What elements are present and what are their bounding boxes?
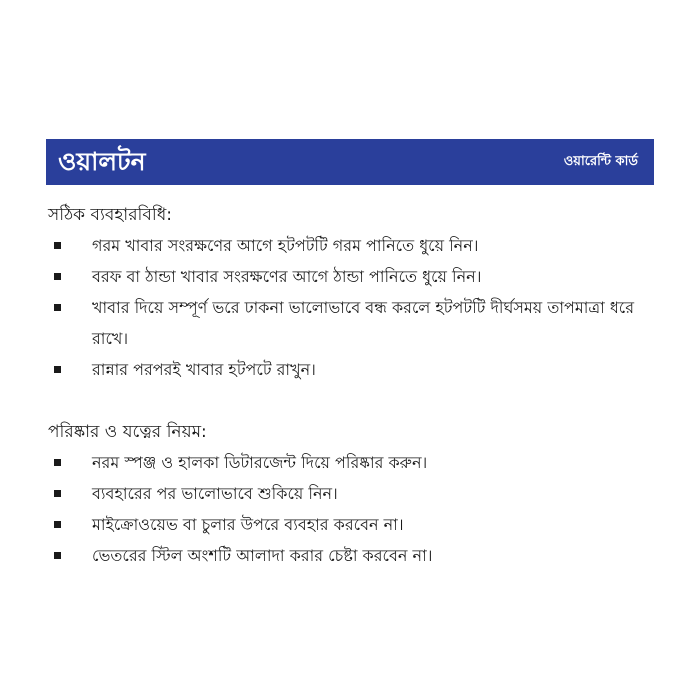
list-item-text: নরম স্পঞ্জ ও হালকা ডিটারজেন্ট দিয়ে পরিষ্কার করুন। [92, 453, 428, 472]
list-item-text: বরফ বা ঠান্ডা খাবার সংরক্ষণের আগে ঠান্ডা পানিতে ধুয়ে নিন। [92, 267, 482, 286]
usage-list [48, 230, 658, 385]
list-item [48, 509, 658, 540]
square-bullet-icon [54, 521, 61, 528]
list-item [48, 478, 658, 509]
list-item-text: মাইক্রোওয়েভ বা চুলার উপরে ব্যবহার করবেন না। [92, 515, 404, 534]
list-item-text: খাবার দিয়ে সম্পূর্ণ ভরে ঢাকনা ভালোভাবে বন্ধ করলে হটপটটি দীর্ঘসময় তাপমাত্রা ধরে রাখে। [92, 298, 635, 348]
square-bullet-icon [54, 366, 61, 373]
list-item-text: ভেতরের স্টিল অংশটি আলাদা করার চেষ্টা করবেন না। [92, 546, 433, 565]
square-bullet-icon [54, 304, 61, 311]
care-list [48, 447, 658, 571]
list-item [48, 354, 658, 385]
header-banner [46, 139, 654, 185]
square-bullet-icon [54, 459, 61, 466]
list-item [48, 292, 658, 354]
section-spacer [48, 385, 658, 417]
square-bullet-icon [54, 552, 61, 559]
list-item [48, 261, 658, 292]
square-bullet-icon [54, 490, 61, 497]
list-item [48, 447, 658, 478]
square-bullet-icon [54, 273, 61, 280]
list-item [48, 230, 658, 261]
list-item-text: রান্নার পরপরই খাবার হটপটে রাখুন। [92, 360, 316, 379]
instructions-content [48, 200, 658, 571]
usage-section-title: সঠিক ব্যবহারবিধি: [48, 205, 172, 225]
list-item-text: ব্যবহারের পর ভালোভাবে শুকিয়ে নিন। [92, 484, 338, 503]
list-item-text: গরম খাবার সংরক্ষণের আগে হটপটটি গরম পানিতে ধুয়ে নিন। [92, 236, 479, 255]
warranty-card-label: ওয়ারেন্টি কার্ড [563, 154, 638, 169]
care-section-title: পরিষ্কার ও যত্নের নিয়ম: [48, 422, 207, 442]
brand-logo-text: ওয়ালটন [58, 147, 146, 176]
list-item [48, 540, 658, 571]
square-bullet-icon [54, 242, 61, 249]
